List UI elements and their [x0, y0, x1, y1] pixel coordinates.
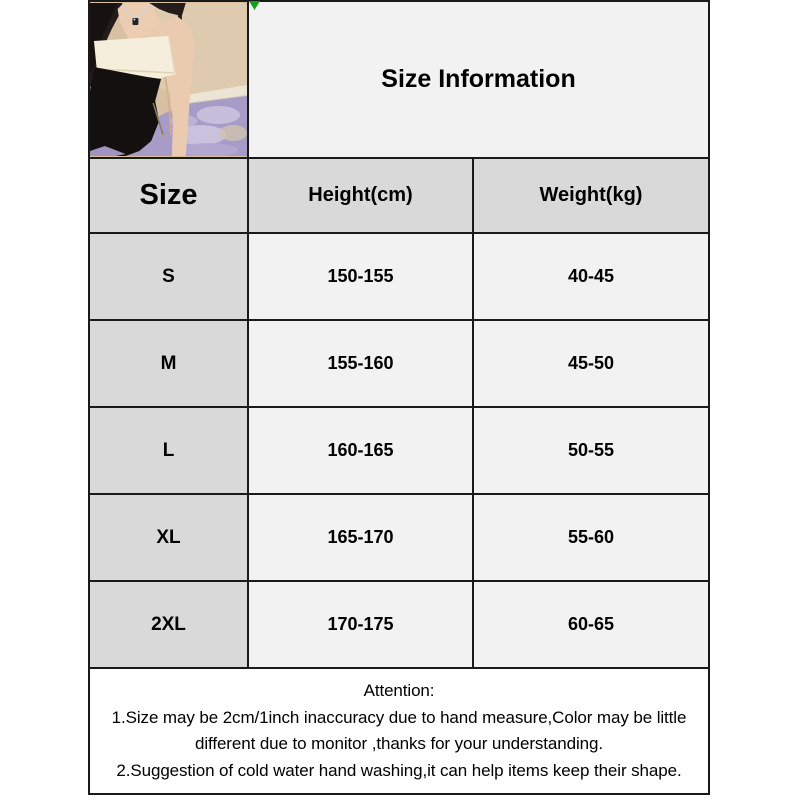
- table-row-l: [89, 407, 709, 494]
- height-value: 160-165: [248, 407, 473, 494]
- height-value: 170-175: [248, 581, 473, 668]
- column-header-weight: Weight(kg): [473, 158, 709, 233]
- size-label: S: [89, 233, 248, 320]
- table-header-row: [89, 158, 709, 233]
- table-row-m: [89, 320, 709, 407]
- height-value: 155-160: [248, 320, 473, 407]
- page-title: Size Information: [248, 1, 709, 158]
- attention-line: 2.Suggestion of cold water hand washing,it can help items keep their shape.: [116, 760, 682, 780]
- table-row-xl: [89, 494, 709, 581]
- weight-value: 45-50: [473, 320, 709, 407]
- column-header-size: Size: [89, 158, 248, 233]
- attention-row: [89, 668, 709, 794]
- attention-note: [89, 668, 709, 794]
- product-photo-image: [90, 3, 247, 156]
- attention-line: different due to monitor ,thanks for your understanding.: [194, 734, 603, 753]
- attention-line: 1.Size may be 2cm/1inch inaccuracy due to hand measure,Color may be little: [111, 707, 687, 727]
- product-photo-cell: [89, 1, 248, 158]
- weight-value: 40-45: [473, 233, 709, 320]
- top-band-row: [89, 1, 709, 158]
- weight-value: 55-60: [473, 494, 709, 581]
- table-row-2xl: [89, 581, 709, 668]
- size-label: L: [89, 407, 248, 494]
- column-header-height: Height(cm): [248, 158, 473, 233]
- green-corner-marker-icon: [249, 1, 260, 10]
- size-label: XL: [89, 494, 248, 581]
- weight-value: 50-55: [473, 407, 709, 494]
- size-label: M: [89, 320, 248, 407]
- table-row-s: [89, 233, 709, 320]
- height-value: 150-155: [248, 233, 473, 320]
- size-label: 2XL: [89, 581, 248, 668]
- attention-heading: Attention:: [363, 681, 435, 700]
- size-chart-sheet: [88, 0, 708, 795]
- size-chart-table: [88, 0, 710, 795]
- weight-value: 60-65: [473, 581, 709, 668]
- height-value: 165-170: [248, 494, 473, 581]
